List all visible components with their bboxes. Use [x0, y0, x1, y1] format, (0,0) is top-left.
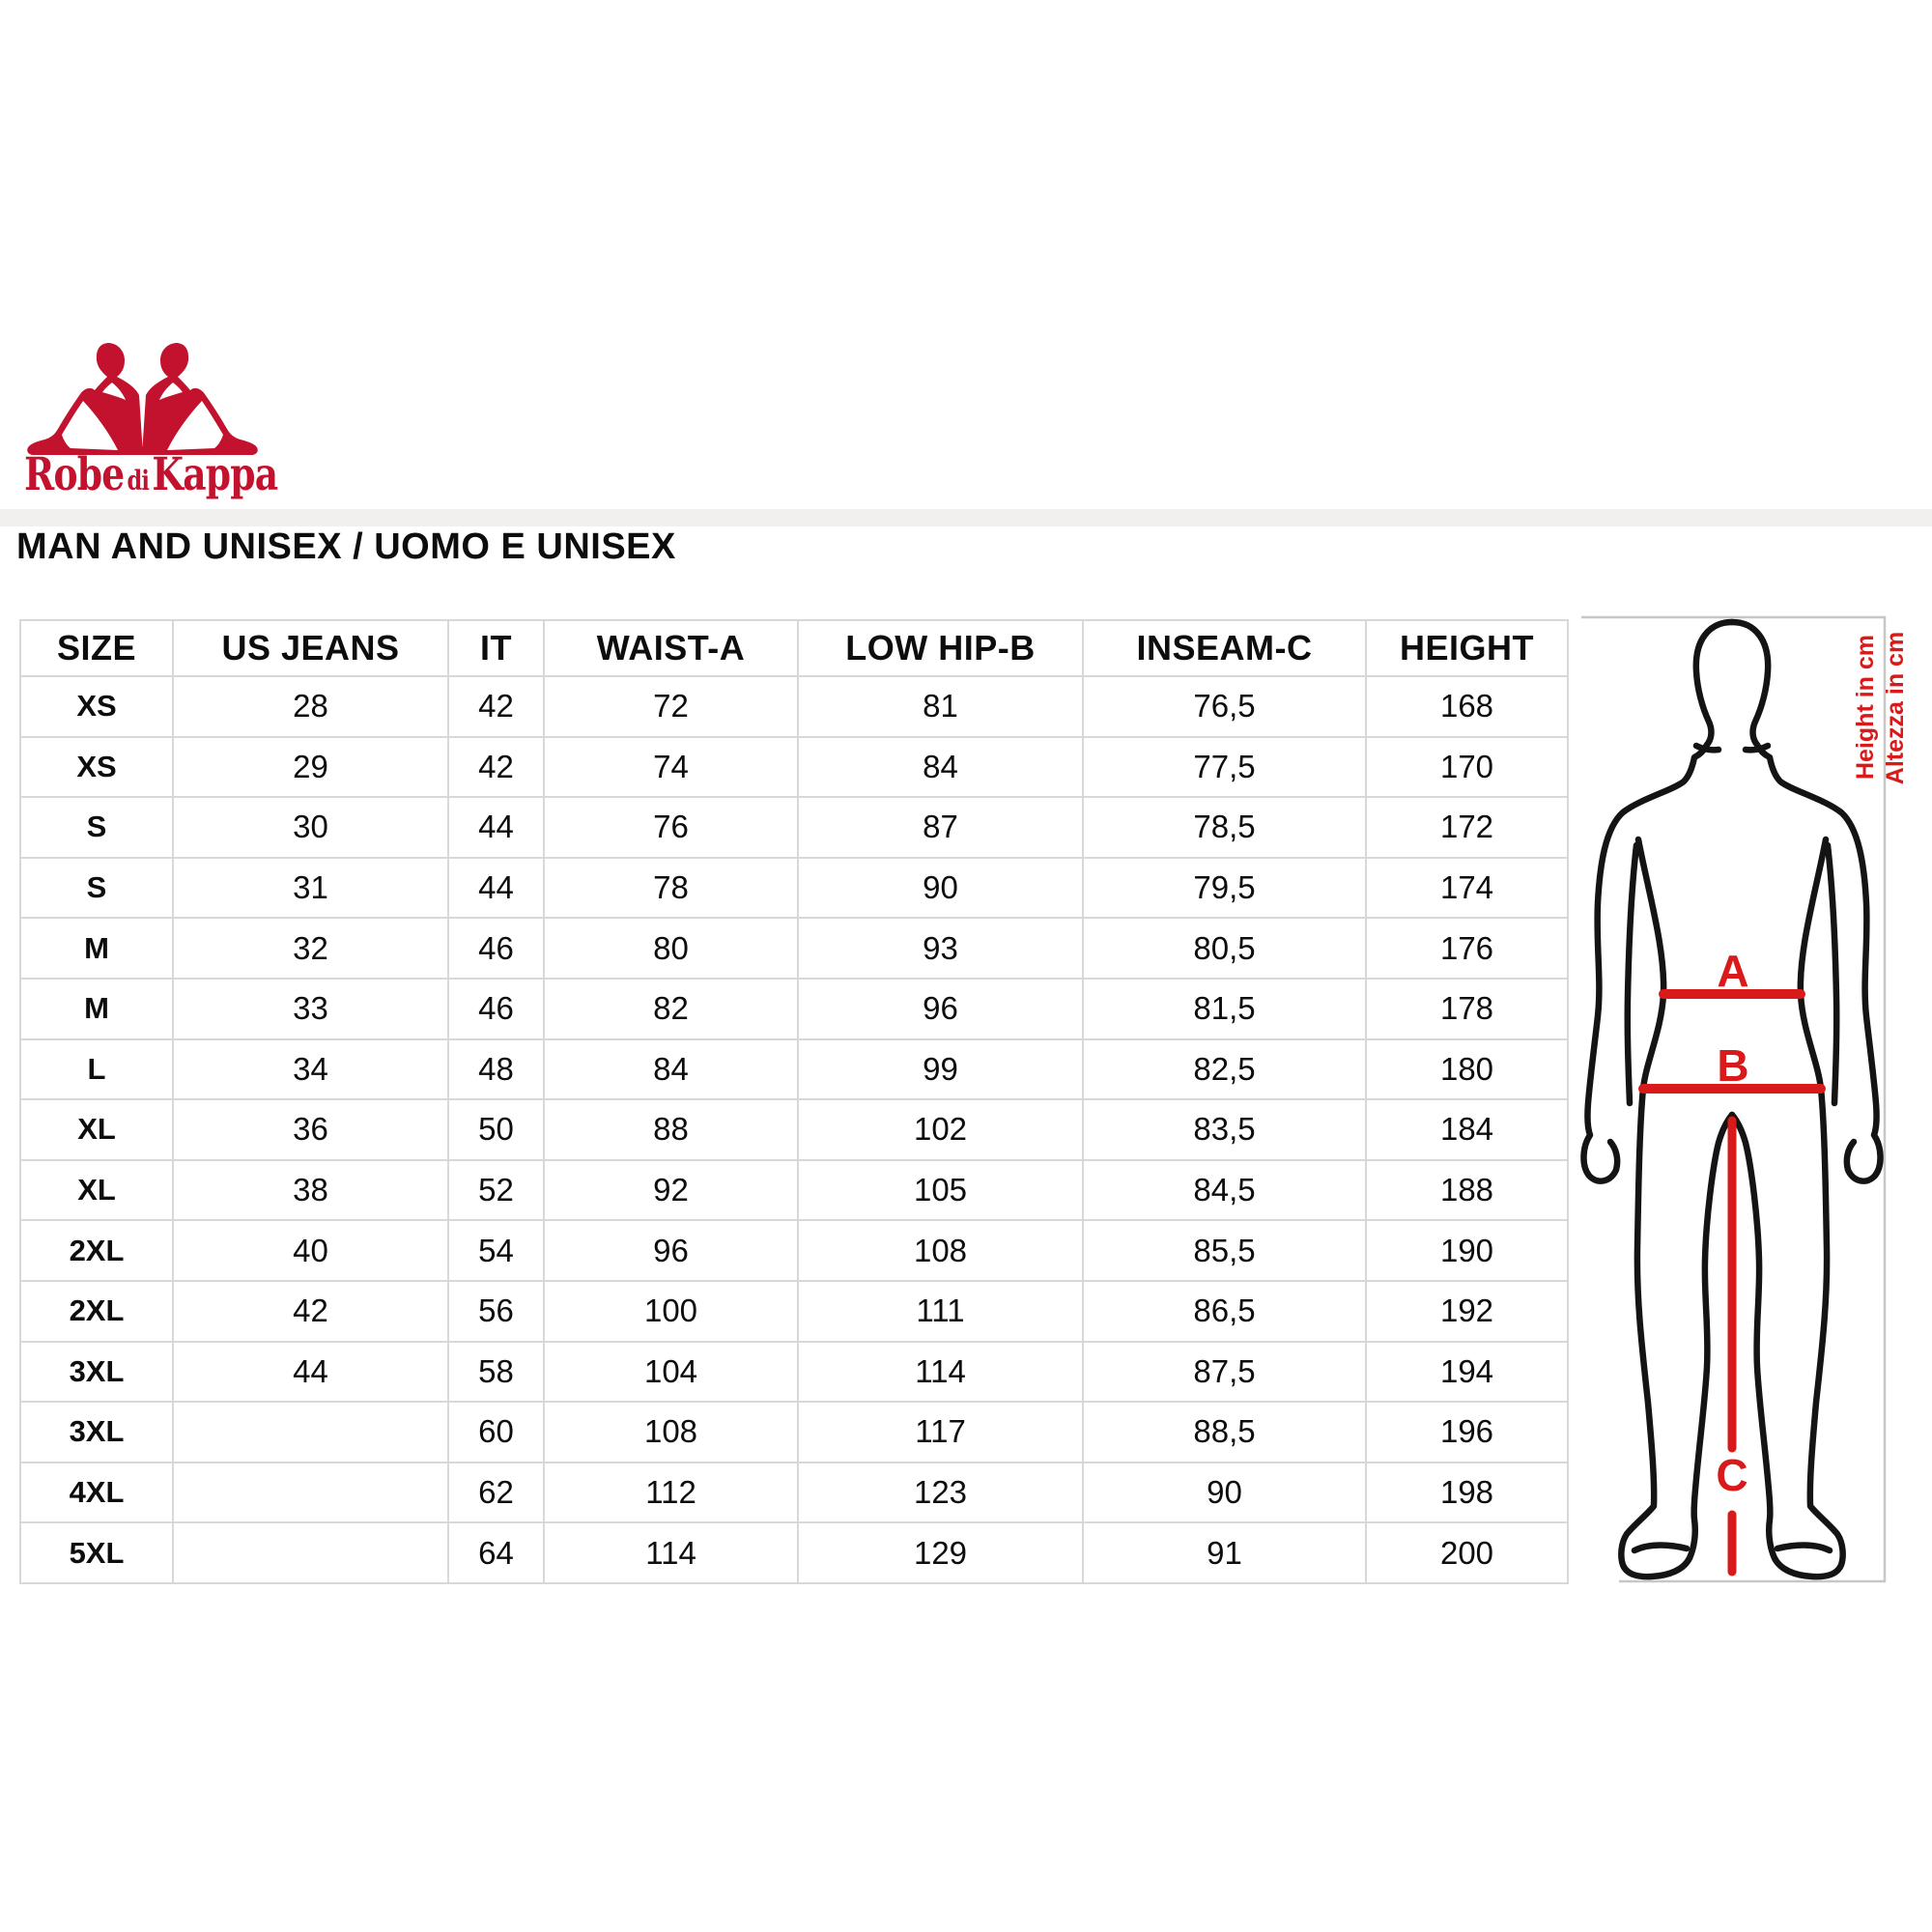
table-cell: 81,5 — [1083, 979, 1366, 1039]
table-cell: 108 — [798, 1220, 1083, 1281]
size-cell: M — [20, 979, 173, 1039]
column-header: SIZE — [20, 620, 173, 676]
table-row — [20, 1402, 1568, 1463]
table-cell: 50 — [448, 1099, 544, 1160]
table-cell: 46 — [448, 918, 544, 979]
table-cell: 34 — [173, 1039, 448, 1100]
table-cell: 170 — [1366, 737, 1568, 798]
table-cell: 192 — [1366, 1281, 1568, 1342]
table-cell: 30 — [173, 797, 448, 858]
table-cell: 42 — [448, 676, 544, 737]
omini-silhouette — [27, 343, 258, 455]
table-cell: 48 — [448, 1039, 544, 1100]
table-cell: 172 — [1366, 797, 1568, 858]
table-cell: 62 — [448, 1463, 544, 1523]
size-cell: S — [20, 858, 173, 919]
table-cell: 129 — [798, 1522, 1083, 1583]
table-cell: 196 — [1366, 1402, 1568, 1463]
table-cell: 123 — [798, 1463, 1083, 1523]
table-cell: 87 — [798, 797, 1083, 858]
column-header: HEIGHT — [1366, 620, 1568, 676]
table-cell: 44 — [448, 858, 544, 919]
table-cell: 74 — [544, 737, 798, 798]
size-cell: 4XL — [20, 1463, 173, 1523]
column-header: INSEAM-C — [1083, 620, 1366, 676]
table-cell: 76,5 — [1083, 676, 1366, 737]
measurement-guides — [1643, 946, 1821, 1572]
table-cell: 29 — [173, 737, 448, 798]
size-cell: XL — [20, 1099, 173, 1160]
table-cell: 78 — [544, 858, 798, 919]
table-cell: 84 — [798, 737, 1083, 798]
table-cell: 176 — [1366, 918, 1568, 979]
table-cell: 82,5 — [1083, 1039, 1366, 1100]
size-table-header-row — [20, 620, 1568, 676]
table-cell: 114 — [544, 1522, 798, 1583]
table-cell: 84,5 — [1083, 1160, 1366, 1221]
table-cell: 114 — [798, 1342, 1083, 1403]
table-cell: 38 — [173, 1160, 448, 1221]
table-cell: 91 — [1083, 1522, 1366, 1583]
table-cell: 58 — [448, 1342, 544, 1403]
size-table-body — [20, 676, 1568, 1583]
size-cell: S — [20, 797, 173, 858]
table-cell: 52 — [448, 1160, 544, 1221]
wordmark-kappa: Kappa — [152, 448, 278, 501]
size-cell: XS — [20, 676, 173, 737]
table-cell: 77,5 — [1083, 737, 1366, 798]
table-cell: 88 — [544, 1099, 798, 1160]
table-cell — [173, 1463, 448, 1523]
inseam-label-c: C — [1716, 1450, 1748, 1500]
table-cell: 44 — [448, 797, 544, 858]
table-cell: 36 — [173, 1099, 448, 1160]
table-cell: 83,5 — [1083, 1099, 1366, 1160]
size-table — [19, 619, 1569, 1584]
table-cell: 190 — [1366, 1220, 1568, 1281]
table-row — [20, 1039, 1568, 1100]
size-cell: XL — [20, 1160, 173, 1221]
table-cell: 76 — [544, 797, 798, 858]
table-row — [20, 1099, 1568, 1160]
table-cell: 81 — [798, 676, 1083, 737]
table-cell: 104 — [544, 1342, 798, 1403]
table-row — [20, 979, 1568, 1039]
table-cell: 56 — [448, 1281, 544, 1342]
table-cell: 42 — [448, 737, 544, 798]
table-cell: 90 — [1083, 1463, 1366, 1523]
table-cell: 84 — [544, 1039, 798, 1100]
table-cell: 99 — [798, 1039, 1083, 1100]
size-cell: 2XL — [20, 1220, 173, 1281]
table-cell: 85,5 — [1083, 1220, 1366, 1281]
table-cell: 111 — [798, 1281, 1083, 1342]
column-header: LOW HIP-B — [798, 620, 1083, 676]
table-cell: 184 — [1366, 1099, 1568, 1160]
table-cell: 64 — [448, 1522, 544, 1583]
table-cell: 32 — [173, 918, 448, 979]
table-cell: 174 — [1366, 858, 1568, 919]
size-cell: 2XL — [20, 1281, 173, 1342]
column-header: US JEANS — [173, 620, 448, 676]
size-cell: 3XL — [20, 1402, 173, 1463]
table-row — [20, 1281, 1568, 1342]
table-row — [20, 797, 1568, 858]
table-cell: 87,5 — [1083, 1342, 1366, 1403]
table-cell: 44 — [173, 1342, 448, 1403]
table-cell: 46 — [448, 979, 544, 1039]
column-header: IT — [448, 620, 544, 676]
low-hip-label-b: B — [1717, 1040, 1749, 1091]
size-cell: 5XL — [20, 1522, 173, 1583]
table-row — [20, 1522, 1568, 1583]
table-cell: 90 — [798, 858, 1083, 919]
table-cell: 60 — [448, 1402, 544, 1463]
brand-wordmark — [24, 448, 278, 508]
table-cell: 72 — [544, 676, 798, 737]
height-note-en: Height in cm — [1852, 634, 1879, 781]
table-cell: 96 — [798, 979, 1083, 1039]
table-cell: 100 — [544, 1281, 798, 1342]
wordmark-robe: Robe — [24, 448, 125, 501]
table-cell: 31 — [173, 858, 448, 919]
table-cell: 28 — [173, 676, 448, 737]
table-cell: 33 — [173, 979, 448, 1039]
wordmark-di: di — [127, 465, 150, 497]
measurement-figure — [1580, 615, 1920, 1584]
table-cell: 188 — [1366, 1160, 1568, 1221]
table-row — [20, 676, 1568, 737]
table-row — [20, 858, 1568, 919]
table-cell: 112 — [544, 1463, 798, 1523]
table-cell: 88,5 — [1083, 1402, 1366, 1463]
kappa-omini-logo — [24, 341, 261, 459]
table-cell — [173, 1402, 448, 1463]
table-cell: 80 — [544, 918, 798, 979]
table-cell: 108 — [544, 1402, 798, 1463]
size-cell: M — [20, 918, 173, 979]
table-row — [20, 1160, 1568, 1221]
table-cell: 92 — [544, 1160, 798, 1221]
table-cell: 86,5 — [1083, 1281, 1366, 1342]
table-cell: 93 — [798, 918, 1083, 979]
separator-band — [0, 509, 1932, 526]
table-cell: 178 — [1366, 979, 1568, 1039]
table-cell: 180 — [1366, 1039, 1568, 1100]
table-cell: 42 — [173, 1281, 448, 1342]
table-cell: 54 — [448, 1220, 544, 1281]
table-cell: 194 — [1366, 1342, 1568, 1403]
table-cell: 117 — [798, 1402, 1083, 1463]
waist-label-a: A — [1717, 946, 1749, 996]
table-cell — [173, 1522, 448, 1583]
table-cell: 105 — [798, 1160, 1083, 1221]
size-cell: XS — [20, 737, 173, 798]
table-row — [20, 1342, 1568, 1403]
table-cell: 82 — [544, 979, 798, 1039]
table-cell: 78,5 — [1083, 797, 1366, 858]
table-cell: 96 — [544, 1220, 798, 1281]
column-header: WAIST-A — [544, 620, 798, 676]
size-cell: L — [20, 1039, 173, 1100]
table-row — [20, 918, 1568, 979]
table-row — [20, 1463, 1568, 1523]
size-cell: 3XL — [20, 1342, 173, 1403]
table-cell: 168 — [1366, 676, 1568, 737]
table-row — [20, 737, 1568, 798]
height-note-it: Altezza in cm — [1882, 631, 1909, 785]
table-row — [20, 1220, 1568, 1281]
table-cell: 40 — [173, 1220, 448, 1281]
table-cell: 79,5 — [1083, 858, 1366, 919]
table-cell: 80,5 — [1083, 918, 1366, 979]
table-cell: 198 — [1366, 1463, 1568, 1523]
table-cell: 200 — [1366, 1522, 1568, 1583]
page-title: MAN AND UNISEX / UOMO E UNISEX — [16, 526, 676, 567]
table-cell: 102 — [798, 1099, 1083, 1160]
